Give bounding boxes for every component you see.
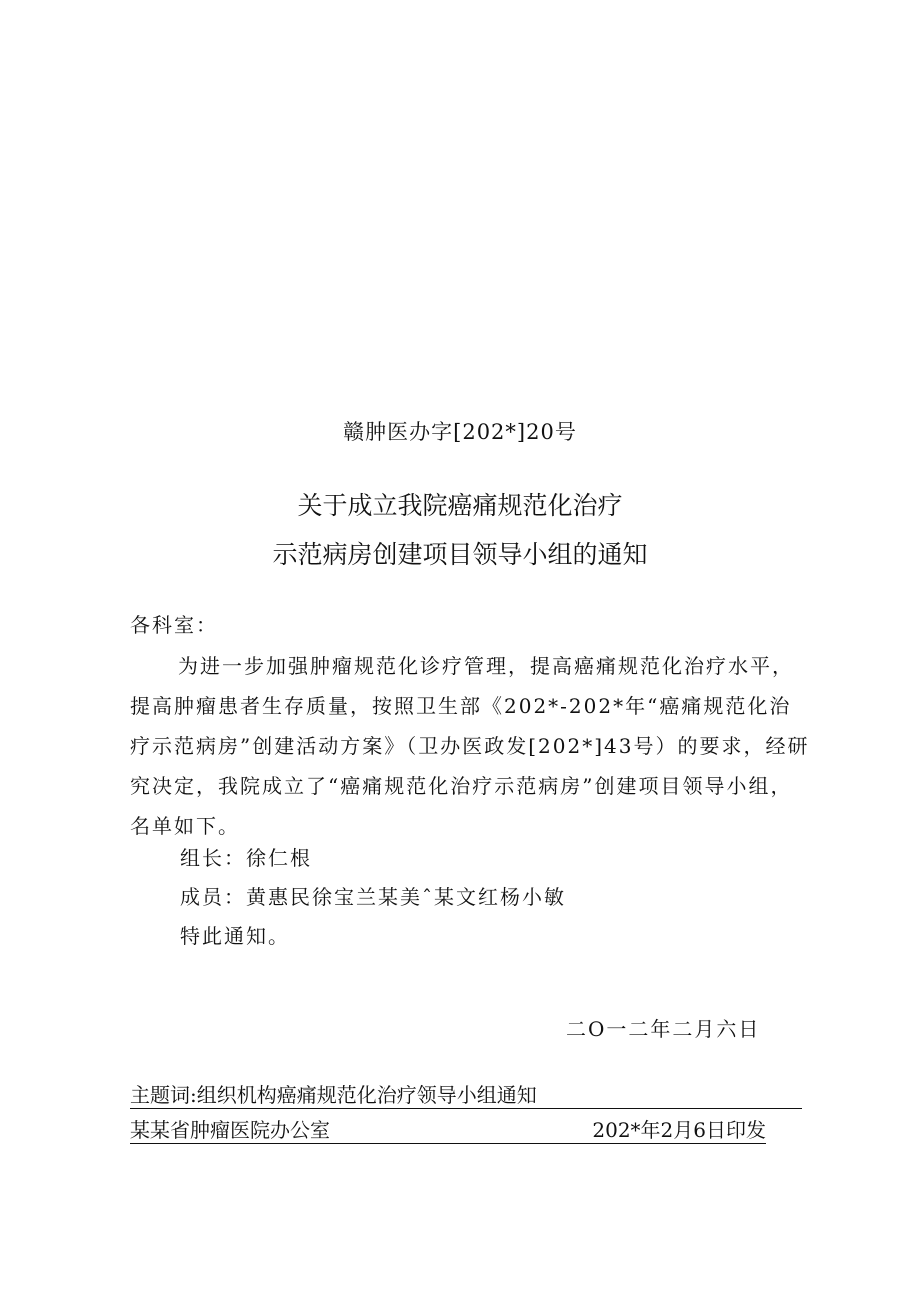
body-paragraph <box>130 646 810 846</box>
signing-date: 二O一二年二月六日 <box>566 1017 761 1041</box>
document-number: 赣肿医办字[202*]20号 <box>343 420 577 444</box>
document-title-line-1: 关于成立我院癌痛规范化治疗 <box>297 491 623 520</box>
body-paragraph-text: 为进一步加强肿瘤规范化诊疗管理，提高癌痛规范化治疗水平，提高肿瘤患者生存质量，按照卫生部《202*-202*年“癌痛规范化治疗示范病房”创建活动方案》（卫办医政发[202*]43号）的要求，经研究决定，我院成立了“癌痛规范化治疗示范病房”创建项目领导小组，名单如下。 <box>130 654 810 838</box>
closing-notice: 特此通知。 <box>180 924 290 948</box>
issuer-name: 某某省肿瘤医院办公室 <box>130 1118 330 1142</box>
issue-date: 202*年2月6日印发 <box>592 1118 766 1142</box>
subject-words <box>130 1079 802 1109</box>
addressee: 各科室： <box>130 613 218 637</box>
group-members: 成员：黄惠民徐宝兰某美ˆ某文红杨小敏 <box>180 885 566 909</box>
document-title-line-2: 示范病房创建项目领导小组的通知 <box>272 540 648 569</box>
subject-words-text: 主题词:组织机构癌痛规范化治疗领导小组通知 <box>130 1083 537 1107</box>
group-leader: 组长：徐仁根 <box>180 846 312 870</box>
issuer-line <box>130 1114 766 1144</box>
